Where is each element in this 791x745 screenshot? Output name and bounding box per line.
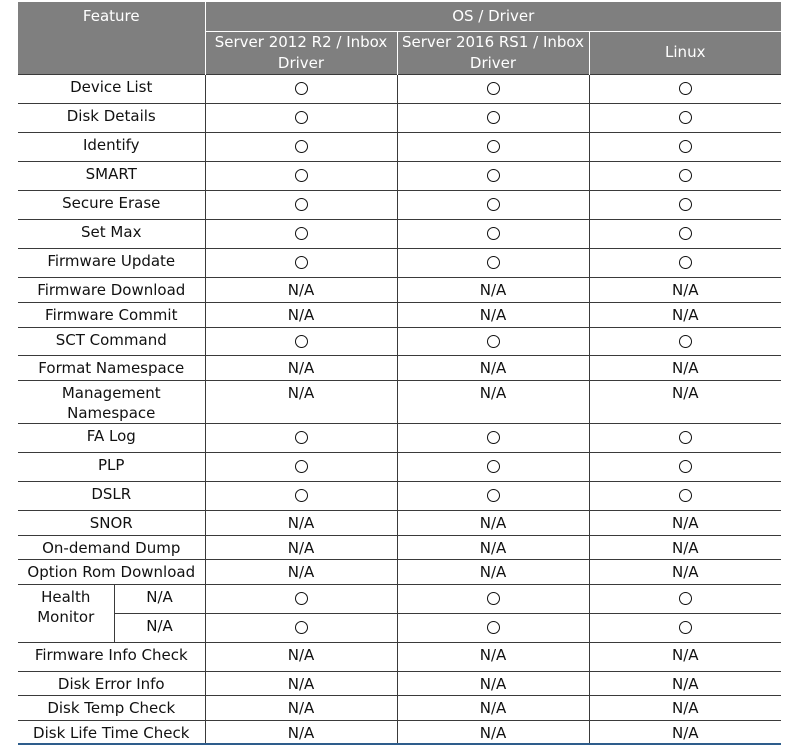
table-row [18, 74, 781, 103]
feature-name: On-demand Dump [18, 535, 205, 559]
circle-icon [487, 82, 500, 95]
feature-name: Option Rom Download [18, 559, 205, 584]
supported-circle-icon [205, 613, 397, 642]
supported-circle-icon [397, 327, 589, 355]
feature-name: Disk Error Info [18, 671, 205, 695]
supported-circle-icon [205, 161, 397, 190]
feature-name: DSLR [18, 481, 205, 510]
na-cell: N/A [397, 695, 589, 720]
circle-icon [295, 621, 308, 634]
na-cell: N/A [205, 642, 397, 671]
supported-circle-icon [205, 423, 397, 452]
health-monitor-label: Health Monitor [18, 584, 114, 642]
na-cell: N/A [205, 510, 397, 535]
na-cell: N/A [205, 355, 397, 380]
feature-name: FA Log [18, 423, 205, 452]
na-cell: N/A [397, 380, 589, 423]
circle-icon [487, 256, 500, 269]
circle-icon [487, 621, 500, 634]
supported-circle-icon [205, 327, 397, 355]
supported-circle-icon [205, 103, 397, 132]
supported-circle-icon [397, 74, 589, 103]
feature-name: Secure Erase [18, 190, 205, 219]
circle-icon [295, 256, 308, 269]
circle-icon [679, 198, 692, 211]
table-row [18, 190, 781, 219]
table-row [18, 277, 781, 302]
table-body [18, 74, 781, 744]
supported-circle-icon [205, 190, 397, 219]
na-cell: N/A [397, 559, 589, 584]
supported-circle-icon [589, 584, 781, 613]
circle-icon [295, 460, 308, 473]
na-cell: N/A [397, 642, 589, 671]
table-row [18, 380, 781, 423]
feature-name: Management Namespace [18, 380, 205, 423]
na-cell: N/A [205, 535, 397, 559]
supported-circle-icon [397, 190, 589, 219]
circle-icon [487, 335, 500, 348]
table-row [18, 720, 781, 744]
na-cell: N/A [205, 671, 397, 695]
na-cell: N/A [397, 355, 589, 380]
circle-icon [295, 140, 308, 153]
supported-circle-icon [397, 161, 589, 190]
supported-circle-icon [589, 219, 781, 248]
feature-name: Disk Life Time Check [18, 720, 205, 744]
circle-icon [487, 198, 500, 211]
supported-circle-icon [397, 452, 589, 481]
health-monitor-sub: N/A [114, 613, 205, 642]
feature-name: Firmware Info Check [18, 642, 205, 671]
header-feature: Feature [18, 2, 205, 74]
feature-name: PLP [18, 452, 205, 481]
feature-name: Firmware Download [18, 277, 205, 302]
table-row [18, 510, 781, 535]
circle-icon [487, 169, 500, 182]
circle-icon [295, 592, 308, 605]
supported-circle-icon [397, 103, 589, 132]
table-row [18, 103, 781, 132]
supported-circle-icon [589, 613, 781, 642]
feature-name: Firmware Commit [18, 302, 205, 327]
circle-icon [295, 227, 308, 240]
na-cell: N/A [205, 720, 397, 744]
na-cell: N/A [589, 720, 781, 744]
supported-circle-icon [589, 161, 781, 190]
table-row [18, 613, 781, 642]
circle-icon [679, 431, 692, 444]
na-cell: N/A [397, 535, 589, 559]
supported-circle-icon [589, 452, 781, 481]
na-cell: N/A [589, 695, 781, 720]
feature-name: Firmware Update [18, 248, 205, 277]
supported-circle-icon [589, 327, 781, 355]
circle-icon [295, 111, 308, 124]
supported-circle-icon [205, 219, 397, 248]
table-row [18, 355, 781, 380]
circle-icon [295, 82, 308, 95]
supported-circle-icon [589, 74, 781, 103]
supported-circle-icon [397, 219, 589, 248]
table-row [18, 248, 781, 277]
health-monitor-sub: N/A [114, 584, 205, 613]
circle-icon [487, 592, 500, 605]
header-server-2016: Server 2016 RS1 / Inbox Driver [397, 31, 589, 74]
circle-icon [679, 82, 692, 95]
feature-name: SCT Command [18, 327, 205, 355]
circle-icon [487, 111, 500, 124]
feature-name: Identify [18, 132, 205, 161]
circle-icon [679, 592, 692, 605]
na-cell: N/A [205, 559, 397, 584]
table-row [18, 302, 781, 327]
circle-icon [295, 335, 308, 348]
header-linux: Linux [589, 31, 781, 74]
na-cell: N/A [397, 302, 589, 327]
supported-circle-icon [205, 584, 397, 613]
circle-icon [295, 489, 308, 502]
supported-circle-icon [397, 613, 589, 642]
table-row [18, 452, 781, 481]
circle-icon [679, 460, 692, 473]
supported-circle-icon [589, 481, 781, 510]
table-row [18, 584, 781, 613]
circle-icon [295, 431, 308, 444]
na-cell: N/A [397, 720, 589, 744]
header-os-driver: OS / Driver [205, 2, 781, 31]
header-server-2012: Server 2012 R2 / Inbox Driver [205, 31, 397, 74]
circle-icon [679, 335, 692, 348]
circle-icon [679, 489, 692, 502]
feature-name: SNOR [18, 510, 205, 535]
table-row [18, 481, 781, 510]
circle-icon [679, 256, 692, 269]
na-cell: N/A [589, 302, 781, 327]
supported-circle-icon [205, 452, 397, 481]
supported-circle-icon [205, 481, 397, 510]
table-row [18, 535, 781, 559]
table-row [18, 327, 781, 355]
na-cell: N/A [205, 380, 397, 423]
supported-circle-icon [205, 248, 397, 277]
circle-icon [487, 489, 500, 502]
feature-name: Set Max [18, 219, 205, 248]
feature-name: Format Namespace [18, 355, 205, 380]
table-row [18, 671, 781, 695]
supported-circle-icon [397, 423, 589, 452]
circle-icon [679, 169, 692, 182]
circle-icon [487, 140, 500, 153]
na-cell: N/A [397, 277, 589, 302]
na-cell: N/A [589, 642, 781, 671]
table-row [18, 423, 781, 452]
feature-name: Disk Details [18, 103, 205, 132]
circle-icon [679, 621, 692, 634]
na-cell: N/A [589, 559, 781, 584]
na-cell: N/A [589, 510, 781, 535]
na-cell: N/A [589, 380, 781, 423]
na-cell: N/A [205, 695, 397, 720]
feature-name: Disk Temp Check [18, 695, 205, 720]
circle-icon [679, 227, 692, 240]
table-row [18, 559, 781, 584]
table-row [18, 161, 781, 190]
supported-circle-icon [589, 423, 781, 452]
supported-circle-icon [397, 248, 589, 277]
supported-circle-icon [589, 190, 781, 219]
na-cell: N/A [397, 510, 589, 535]
na-cell: N/A [205, 277, 397, 302]
supported-circle-icon [205, 132, 397, 161]
feature-name: Device List [18, 74, 205, 103]
circle-icon [487, 227, 500, 240]
na-cell: N/A [589, 535, 781, 559]
circle-icon [679, 140, 692, 153]
na-cell: N/A [589, 355, 781, 380]
feature-support-table [18, 2, 781, 745]
supported-circle-icon [397, 132, 589, 161]
feature-name: SMART [18, 161, 205, 190]
na-cell: N/A [205, 302, 397, 327]
circle-icon [487, 460, 500, 473]
table-row [18, 219, 781, 248]
table-row [18, 642, 781, 671]
circle-icon [679, 111, 692, 124]
na-cell: N/A [589, 671, 781, 695]
circle-icon [487, 431, 500, 444]
supported-circle-icon [589, 132, 781, 161]
supported-circle-icon [205, 74, 397, 103]
circle-icon [295, 169, 308, 182]
table-row [18, 132, 781, 161]
supported-circle-icon [589, 103, 781, 132]
supported-circle-icon [589, 248, 781, 277]
circle-icon [295, 198, 308, 211]
table-row [18, 695, 781, 720]
supported-circle-icon [397, 584, 589, 613]
na-cell: N/A [397, 671, 589, 695]
supported-circle-icon [397, 481, 589, 510]
na-cell: N/A [589, 277, 781, 302]
